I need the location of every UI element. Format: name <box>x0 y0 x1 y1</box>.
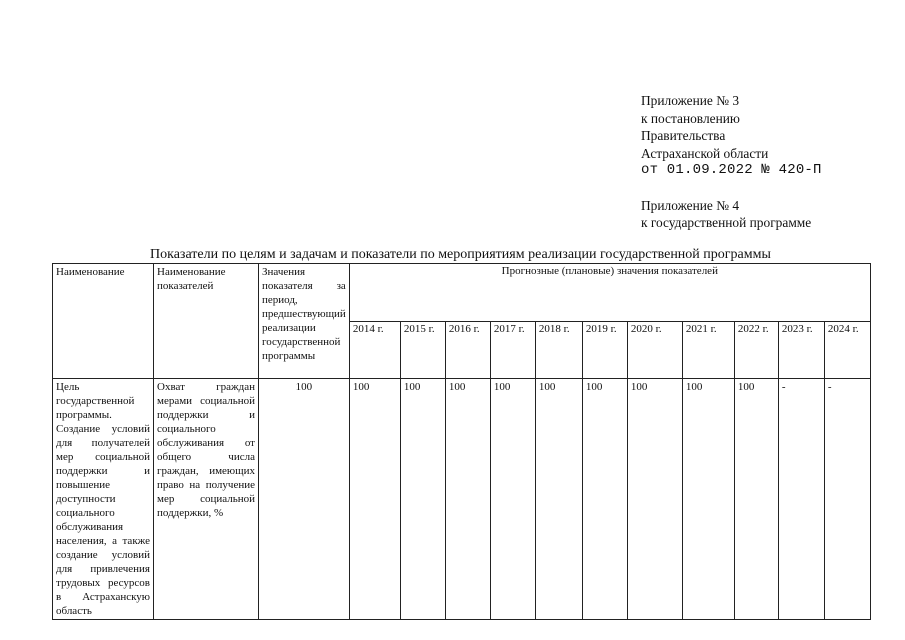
year-value-cell: - <box>778 379 824 620</box>
indicator-cell: Охват граждан мерами социальной поддержки и социального обслуживания от общего числа граждан, имеющих право на получение мер социальной поддержки, % <box>154 379 259 620</box>
year-value-cell: 100 <box>734 379 778 620</box>
col-header-forecast: Прогнозные (плановые) значения показателей <box>349 264 870 322</box>
year-value-cell: 100 <box>490 379 535 620</box>
appendix-line: к государственной программе <box>641 215 812 230</box>
year-value-cell: 100 <box>349 379 400 620</box>
year-header: 2015 г. <box>400 321 445 379</box>
year-value-cell: 100 <box>445 379 490 620</box>
year-header: 2017 г. <box>490 321 535 379</box>
table-row <box>53 379 871 620</box>
year-header: 2022 г. <box>734 321 778 379</box>
appendix-line: Астраханской области <box>641 145 769 161</box>
year-value-cell: - <box>824 379 870 620</box>
col-header-indicator: Наименование показателей <box>154 264 259 379</box>
year-value-cell: 100 <box>400 379 445 620</box>
header-row <box>53 264 871 322</box>
appendix-line: Приложение № 4 <box>641 197 740 213</box>
appendix-block <box>641 92 822 232</box>
indicators-table <box>52 263 871 620</box>
year-value-cell: 100 <box>582 379 627 620</box>
appendix-spacer <box>641 180 822 197</box>
col-header-name: Наименование <box>53 264 154 379</box>
goal-cell: Цель государственной программы. Создание условий для получателей мер социальной поддержки и повышение доступности социального обслуживания населения, а также создание условий для привлечения трудовых ресурсов в Астраханскую область <box>53 379 154 620</box>
page-title: Показатели по целям и задачам и показатели по мероприятиям реализации государственной программы <box>150 247 771 262</box>
appendix-line: Правительства <box>641 128 726 143</box>
year-header: 2014 г. <box>349 321 400 379</box>
year-header: 2016 г. <box>445 321 490 379</box>
year-value-cell: 100 <box>627 379 682 620</box>
year-header: 2024 г. <box>824 321 870 379</box>
year-value-cell: 100 <box>682 379 734 620</box>
previous-value-cell: 100 <box>259 379 350 620</box>
year-value-cell: 100 <box>535 379 582 620</box>
appendix-line: к постановлению <box>641 110 740 126</box>
col-header-previous: Значения показателя за период, предшествующий реализации государственной программы <box>259 264 350 379</box>
decree-date-number: от 01.09.2022 № 420-П <box>641 162 822 178</box>
year-header: 2020 г. <box>627 321 682 379</box>
year-header: 2018 г. <box>535 321 582 379</box>
appendix-line: Приложение № 3 <box>641 93 740 108</box>
year-header: 2021 г. <box>682 321 734 379</box>
year-header: 2023 г. <box>778 321 824 379</box>
year-header: 2019 г. <box>582 321 627 379</box>
